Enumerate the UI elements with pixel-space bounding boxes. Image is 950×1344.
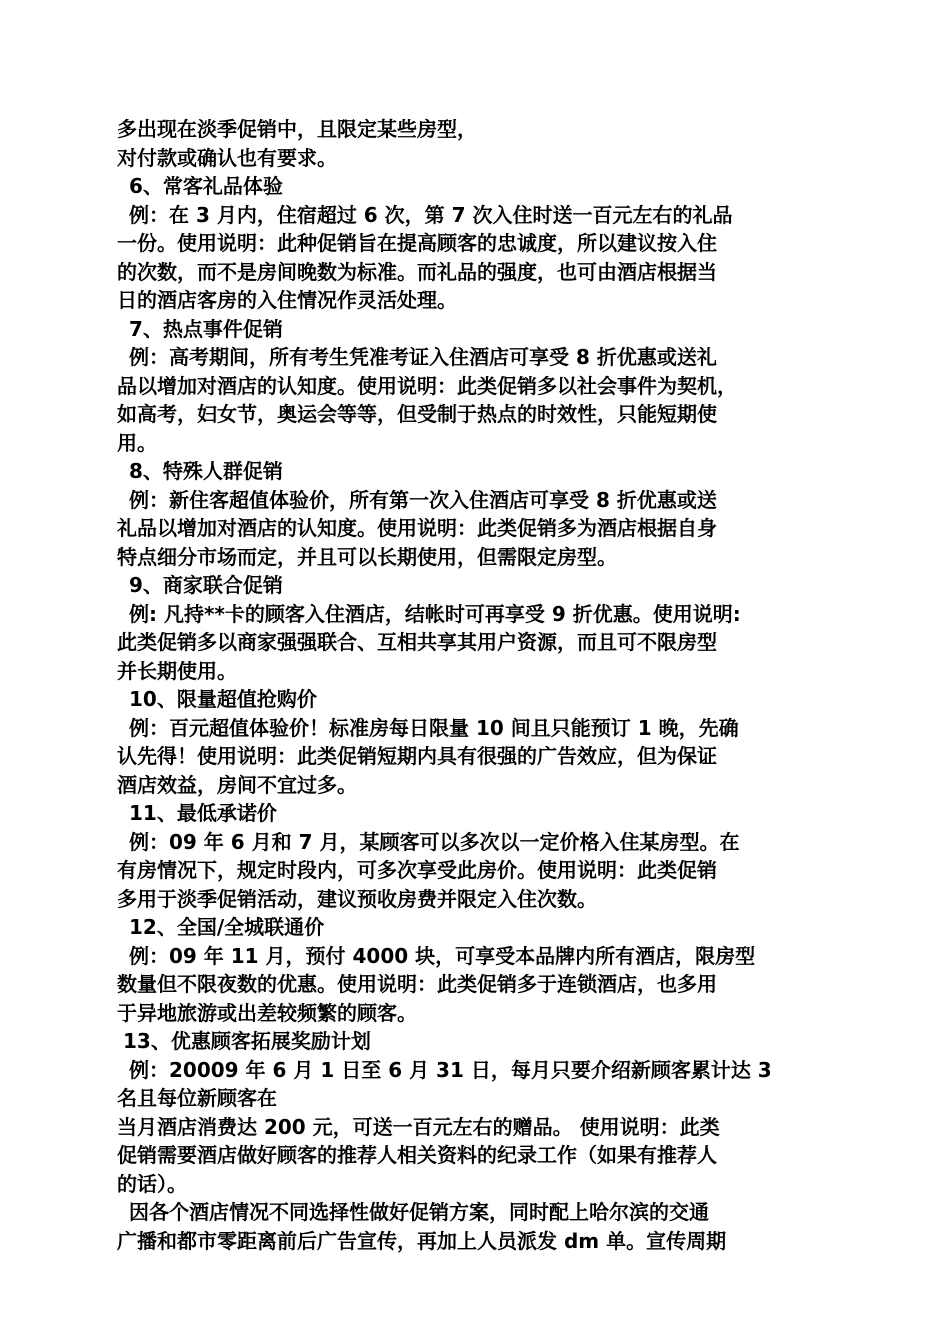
text-line: 于异地旅游或出差较频繁的顾客。 (117, 1000, 417, 1025)
text-line: 特点细分市场而定，并且可以长期使用，但需限定房型。 (117, 544, 617, 569)
text-line: 酒店效益，房间不宜过多。 (117, 772, 357, 797)
text-line: 数量但不限夜数的优惠。使用说明：此类促销多于连锁酒店，也多用 (117, 972, 717, 996)
text-line: 例：在 3 月内，住宿超过 6 次，第 7 次入住时送一百元左右的礼品 (129, 202, 733, 227)
text-line: 例: 凡持**卡的顾客入住酒店，结帐时可再享受 9 折优惠。使用说明: (129, 601, 741, 626)
text-line: 促销需要酒店做好顾客的推荐人相关资料的纪录工作（如果有推荐人 (117, 1143, 717, 1167)
text-line: 例：新住客超值体验价，所有第一次入住酒店可享受 8 折优惠或送 (129, 487, 717, 512)
text-line: 多出现在淡季促销中，且限定某些房型， (117, 117, 477, 141)
text-line: 广播和都市零距离前后广告宣传，再加上人员派发 dm 单。宣传周期 (117, 1228, 727, 1253)
text-line: 例：20009 年 6 月 1 日至 6 月 31 日，每月只要介绍新顾客累计达 3 (129, 1057, 772, 1082)
text-line: 例：09 年 11 月，预付 4000 块，可享受本品牌内所有酒店，限房型 (129, 943, 756, 968)
section-heading-13: 13、优惠顾客拓展奖励计划 (123, 1029, 371, 1053)
text-line: 如高考，妇女节，奥运会等等，但受制于热点的时效性，只能短期使 (117, 402, 717, 426)
text-line: 多用于淡季促销活动，建议预收房费并限定入住次数。 (117, 886, 597, 911)
text-line: 例：09 年 6 月和 7 月，某顾客可以多次以一定价格入住某房型。在 (129, 829, 740, 854)
text-line: 并长期使用。 (117, 658, 237, 683)
text-line: 此类促销多以商家强强联合、互相共享其用户资源，而且可不限房型 (117, 630, 717, 654)
text-line: 礼品以增加对酒店的认知度。使用说明：此类促销多为酒店根据自身 (117, 516, 717, 540)
text-line: 品以增加对酒店的认知度。使用说明：此类促销多以社会事件为契机， (117, 373, 737, 398)
section-heading-8: 8、特殊人群促销 (129, 459, 283, 483)
text-line: 用。 (117, 430, 157, 455)
section-heading-9: 9、商家联合促销 (129, 573, 283, 597)
section-heading-7: 7、热点事件促销 (129, 316, 283, 341)
text-line: 例：高考期间，所有考生凭准考证入住酒店可享受 8 折优惠或送礼 (129, 345, 717, 369)
text-line: 的次数，而不是房间晚数为标准。而礼品的强度，也可由酒店根据当 (117, 259, 717, 284)
text-line: 对付款或确认也有要求。 (117, 145, 337, 170)
document-body (117, 115, 839, 1255)
text-line: 当月酒店消费达 200 元，可送一百元左右的赠品。 使用说明：此类 (117, 1114, 720, 1139)
text-line: 日的酒店客房的入住情况作灵活处理。 (117, 288, 457, 312)
text-line: 一份。使用说明：此种促销旨在提高顾客的忠诚度，所以建议按入住 (117, 231, 717, 255)
text-line: 的话）。 (117, 1171, 187, 1196)
text-line: 名且每位新顾客在 (117, 1086, 277, 1110)
text-line: 认先得！使用说明：此类促销短期内具有很强的广告效应，但为保证 (117, 744, 717, 768)
section-heading-10: 10、限量超值抢购价 (129, 687, 317, 711)
section-heading-6: 6、常客礼品体验 (129, 174, 283, 198)
text-line: 例：百元超值体验价！标准房每日限量 10 间且只能预订 1 晚，先确 (129, 715, 739, 740)
text-line: 因各个酒店情况不同选择性做好促销方案，同时配上哈尔滨的交通 (129, 1200, 709, 1224)
text-line: 有房情况下，规定时段内，可多次享受此房价。使用说明：此类促销 (117, 858, 717, 882)
section-heading-12: 12、全国/全城联通价 (129, 915, 325, 939)
section-heading-11: 11、最低承诺价 (129, 801, 277, 825)
